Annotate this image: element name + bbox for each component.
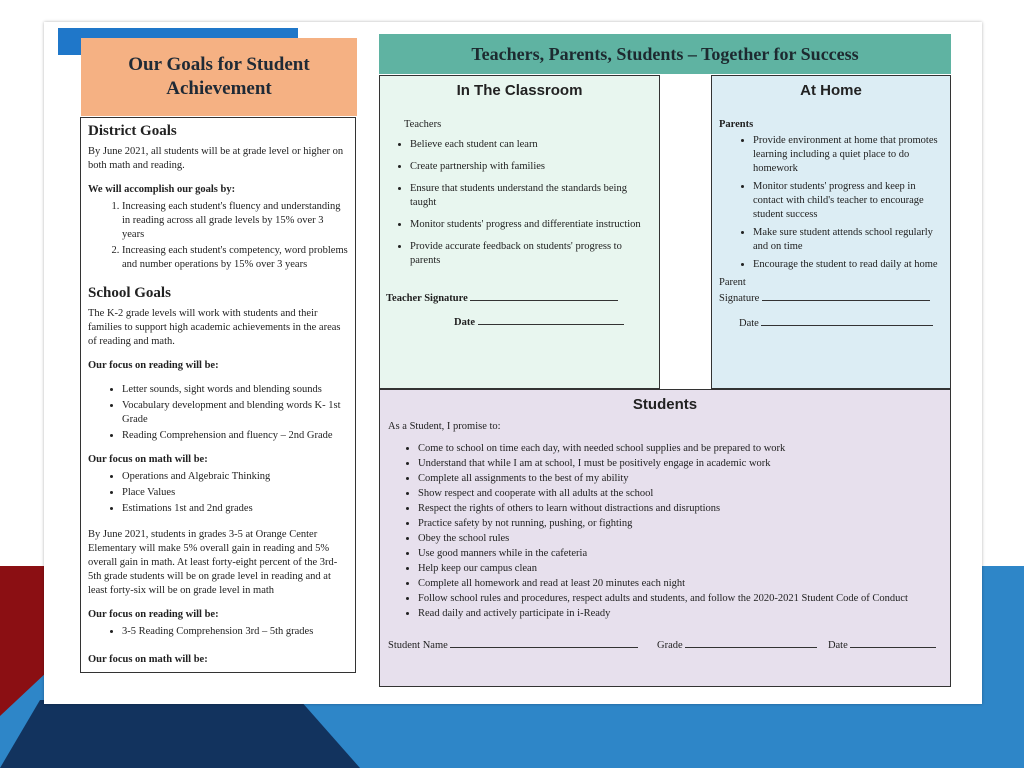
list-item: • Letter sounds, sight words and blending sounds: [122, 383, 348, 397]
list-item: • Read daily and actively participate in i-Ready: [418, 607, 942, 621]
parent-date-line[interactable]: [761, 315, 933, 326]
student-date-label: Date: [827, 640, 848, 651]
math-focus2-heading: Our focus on math will be:: [88, 654, 208, 665]
students-title: Students: [632, 396, 698, 413]
reading-focus2-heading: Our focus on reading will be:: [88, 609, 219, 620]
list-item: • Understand that while I am at school, I must be positively engage in academic work: [418, 457, 942, 471]
parent-signature-label: Signature: [719, 293, 760, 304]
list-item: • Complete all homework and read at least 20 minutes each night: [418, 577, 942, 591]
goals-panel: [80, 117, 356, 673]
teacher-signature-label: Teacher Signature: [386, 293, 468, 304]
list-item: • Monitor students' progress and keep in contact with child's teacher to encourage student success: [753, 180, 943, 222]
list-item: • Encourage the student to read daily at home: [753, 258, 943, 272]
list-item: • Monitor students' progress and differentiate instruction: [410, 218, 649, 232]
home-title: At Home: [800, 82, 862, 99]
list-item: 2. Increasing each student's competency, word problems and number operations by 15% over 3 years: [122, 244, 348, 272]
list-item: • Reading Comprehension and fluency – 2nd Grade: [122, 429, 348, 443]
teacher-date-row: [454, 314, 649, 330]
list-item: • Show respect and cooperate with all adults at the school: [418, 487, 942, 501]
parent-label: Parent: [719, 277, 746, 288]
reading-focus-list: [88, 383, 348, 443]
list-item: • Make sure student attends school regularly and on time: [753, 226, 943, 254]
students-panel: [379, 389, 951, 687]
student-grade-label: Grade: [657, 640, 683, 651]
teacher-date-line[interactable]: [478, 314, 624, 325]
accomplish-heading: We will accomplish our goals by:: [88, 184, 236, 195]
student-name-label: Student Name: [388, 640, 448, 651]
accomplish-list: [88, 200, 348, 272]
reading-focus2-list: [88, 625, 348, 639]
teachers-label: Teachers: [404, 119, 442, 130]
students-intro: As a Student, I promise to:: [388, 421, 501, 432]
list-item: • Practice safety by not running, pushing, or fighting: [418, 517, 942, 531]
math-focus-list: [88, 470, 348, 516]
grade-3-5-gain-text: By June 2021, students in grades 3-5 at Orange Center Elementary will make 5% overall gain in reading and 5% overall gain in math. At least forty-eight percent of the 3rd-5th grade students will be on grade level in reading and at least forty-six will be on grade level in math: [88, 529, 338, 596]
classroom-list: [390, 138, 649, 268]
teacher-date-label: Date: [454, 317, 475, 328]
list-item: • Complete all assignments to the best of my ability: [418, 472, 942, 486]
student-signature-row: [388, 637, 942, 653]
teacher-signature-line[interactable]: [470, 290, 618, 301]
parent-signature-line[interactable]: [762, 290, 930, 301]
list-item: • Follow school rules and procedures, respect adults and students, and follow the 2020-2021 Student Code of Conduct: [418, 592, 942, 606]
students-list: [388, 442, 942, 621]
list-item: • Provide environment at home that promotes learning including a quiet place to do homework: [753, 134, 943, 176]
district-goals-text: By June 2021, all students will be at grade level or higher on both math and reading.: [88, 146, 344, 171]
home-panel: [711, 75, 951, 389]
together-title: Teachers, Parents, Students – Together for Success: [379, 34, 951, 74]
student-grade-line[interactable]: [685, 637, 817, 648]
home-list: [719, 134, 943, 272]
student-name-line[interactable]: [450, 637, 638, 648]
list-item: • Respect the rights of others to learn without distractions and disruptions: [418, 502, 942, 516]
parent-date-label: Date: [739, 318, 759, 329]
school-goals-heading: School Goals: [88, 285, 171, 301]
parent-date-row: [739, 315, 943, 331]
classroom-title: In The Classroom: [456, 82, 583, 99]
teacher-signature-row: [386, 290, 649, 306]
list-item: • Provide accurate feedback on students' progress to parents: [410, 240, 649, 268]
list-item: • 3-5 Reading Comprehension 3rd – 5th grades: [122, 625, 348, 639]
list-item: 1. Increasing each student's fluency and understanding in reading across all grade levels by 15% over 3 years: [122, 200, 348, 242]
district-goals-heading: District Goals: [88, 123, 177, 139]
parent-signature-row: [719, 290, 943, 306]
list-item: • Operations and Algebraic Thinking: [122, 470, 348, 484]
classroom-panel: [379, 75, 660, 389]
goals-title: Our Goals for Student Achievement: [81, 38, 357, 116]
list-item: • Believe each student can learn: [410, 138, 649, 152]
list-item: • Vocabulary development and blending words K- 1st Grade: [122, 399, 348, 427]
list-item: • Help keep our campus clean: [418, 562, 942, 576]
list-item: • Use good manners while in the cafeteria: [418, 547, 942, 561]
list-item: • Create partnership with families: [410, 160, 649, 174]
list-item: • Come to school on time each day, with needed school supplies and be prepared to work: [418, 442, 942, 456]
math-focus-heading: Our focus on math will be:: [88, 454, 208, 465]
list-item: • Ensure that students understand the standards being taught: [410, 182, 649, 210]
reading-focus-heading: Our focus on reading will be:: [88, 360, 219, 371]
list-item: • Obey the school rules: [418, 532, 942, 546]
school-goals-text: The K-2 grade levels will work with students and their families to support high academic achievements in the areas of reading and math.: [88, 308, 341, 347]
parents-label: Parents: [719, 119, 754, 130]
list-item: • Place Values: [122, 486, 348, 500]
list-item: • Estimations 1st and 2nd grades: [122, 502, 348, 516]
student-date-line[interactable]: [850, 637, 936, 648]
